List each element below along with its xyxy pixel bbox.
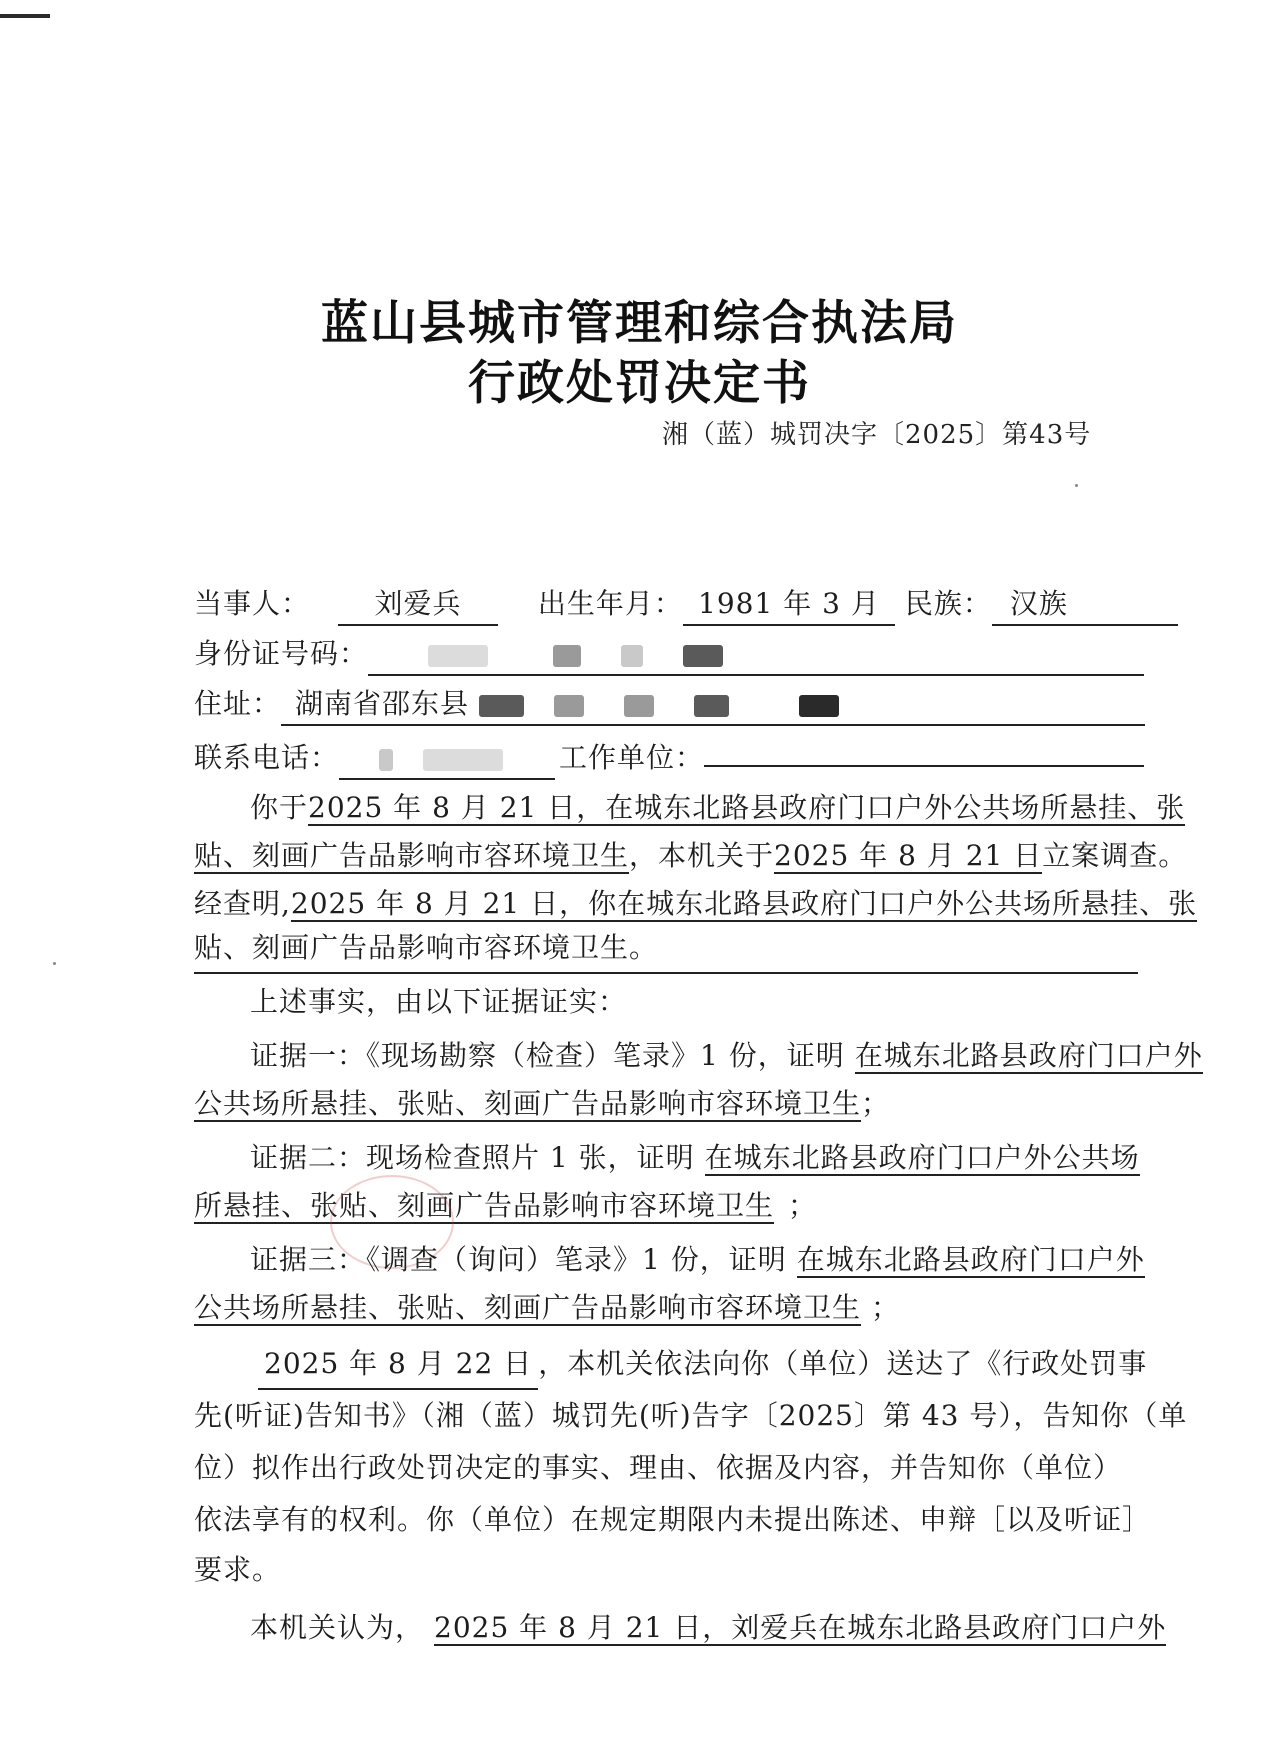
party-name: 刘爱兵 <box>338 584 498 626</box>
birth-label: 出生年月： <box>537 587 683 620</box>
facts-line-2 <box>194 832 1188 880</box>
phone-label: 联系电话： <box>194 741 340 774</box>
ethnicity-value: 汉族 <box>992 584 1178 626</box>
notice-text: 依法享有的权利。你（单位）在规定期限内未提出陈述、申辩［以及听证］ <box>194 1503 1152 1536</box>
notice-line-2 <box>194 1392 1188 1440</box>
evidence-underlined: 公共场所悬挂、张贴、刻画广告品影响市容环境卫生 <box>194 1291 862 1324</box>
conclusion-line-1 <box>194 1604 1167 1652</box>
conclusion-underlined: 2025 年 8 月 21 日，刘爱兵在城东北路县政府门口户外 <box>434 1611 1167 1644</box>
redaction-block <box>621 645 643 667</box>
address-value <box>281 684 1145 726</box>
facts-text: 经查明, <box>194 887 291 920</box>
facts-underlined: 2025 年 8 月 21 日，你在城东北路县政府门口户外公共场所悬挂、张 <box>290 887 1198 920</box>
id-label: 身份证号码： <box>194 637 369 670</box>
evidence-1-line-2 <box>194 1080 1138 1128</box>
address-label: 住址： <box>194 687 282 720</box>
evidence-underlined: 所悬挂、张贴、刻画广告品影响市容环境卫生 <box>194 1189 775 1222</box>
redaction-block <box>694 695 729 717</box>
facts-underlined: 贴、刻画广告品影响市容环境卫生 <box>194 839 630 872</box>
ethnicity-label: 民族： <box>904 587 992 620</box>
scan-corner-mark <box>0 14 50 18</box>
notice-date: 2025 年 8 月 22 日 <box>258 1340 538 1390</box>
notice-line-4 <box>194 1496 1152 1544</box>
redaction-block <box>799 695 839 717</box>
notice-line-5 <box>194 1546 1138 1594</box>
redaction-block <box>428 645 488 667</box>
evidence-underlined: 公共场所悬挂、张贴、刻画广告品影响市容环境卫生 <box>194 1087 862 1120</box>
redaction-block <box>553 645 581 667</box>
notice-line-1 <box>194 1340 1148 1390</box>
document-type-title: 行政处罚决定书 <box>468 356 811 411</box>
evidence-3-line-2 <box>194 1284 1138 1332</box>
evidence-2-line-1 <box>194 1134 1138 1182</box>
facts-line-4 <box>194 924 1138 974</box>
scan-speck <box>1075 484 1078 487</box>
evidence-intro <box>194 978 1138 1026</box>
evidence-underlined: 在城东北路县政府门口户外 <box>796 1243 1145 1276</box>
facts-underlined: 2025 年 8 月 21 日，在城东北路县政府门口户外公共场所悬挂、张 <box>308 791 1186 824</box>
party-row-1 <box>194 580 1138 628</box>
notice-text: 先(听证)告知书》（湘（蓝）城罚先(听)告字〔2025〕第 43 号），告知你（单 <box>194 1399 1188 1432</box>
employer-label: 工作单位： <box>559 741 705 774</box>
document-number: 湘（蓝）城罚决字〔2025〕第43号 <box>662 420 1092 450</box>
id-number-redacted <box>368 634 1144 676</box>
notice-text: ，本机关依法向你（单位）送达了《行政处罚事 <box>538 1347 1148 1380</box>
facts-text: 你于 <box>250 791 309 824</box>
redaction-block <box>624 695 654 717</box>
evidence-text: ； <box>871 1291 901 1324</box>
evidence-1-line-1 <box>194 1032 1203 1080</box>
evidence-underlined: 在城东北路县政府门口户外 <box>854 1039 1203 1072</box>
evidence-underlined: 在城东北路县政府门口户外公共场 <box>704 1141 1140 1174</box>
notice-text: 要求。 <box>194 1553 282 1586</box>
evidence-3-line-1 <box>194 1236 1145 1284</box>
evidence-intro-text: 上述事实，由以下证据证实： <box>250 985 628 1018</box>
redaction-block <box>554 695 584 717</box>
name-label: 当事人： <box>194 587 311 620</box>
redaction-block <box>479 695 524 717</box>
agency-title: 蓝山县城市管理和综合执法局 <box>321 296 958 351</box>
redaction-block <box>423 749 503 771</box>
conclusion-text: 本机关认为， <box>250 1611 425 1644</box>
facts-text: 立案调查。 <box>1042 839 1188 872</box>
evidence-text: 证据三：《调查（询问）笔录》1 份，证明 <box>250 1243 787 1276</box>
scan-speck <box>53 962 56 965</box>
facts-line-1 <box>194 784 1186 832</box>
evidence-text: 证据二：现场检查照片 1 张，证明 <box>250 1141 695 1174</box>
address-text: 湖南省邵东县 <box>295 687 470 720</box>
party-row-id <box>194 630 1138 678</box>
facts-underlined: 贴、刻画广告品影响市容环境卫生。 <box>194 924 1138 974</box>
notice-line-3 <box>194 1444 1138 1492</box>
notice-text: 位）拟作出行政处罚决定的事实、理由、依据及内容，并告知你（单位） <box>194 1451 1123 1484</box>
evidence-text: ； <box>861 1087 891 1120</box>
employer-value <box>704 765 1144 767</box>
birth-date: 1981 年 3 月 <box>683 584 895 626</box>
facts-text: ，本机关于 <box>629 839 775 872</box>
facts-line-3 <box>194 880 1198 928</box>
case-filing-date: 2025 年 8 月 21 日 <box>774 839 1043 872</box>
evidence-text: ； <box>788 1189 818 1222</box>
phone-redacted <box>339 738 555 780</box>
redaction-block <box>683 645 723 667</box>
party-row-contact <box>194 734 1138 782</box>
party-row-address <box>194 680 1138 728</box>
redaction-block <box>379 749 393 771</box>
evidence-text: 证据一：《现场勘察（检查）笔录》1 份，证明 <box>250 1039 845 1072</box>
